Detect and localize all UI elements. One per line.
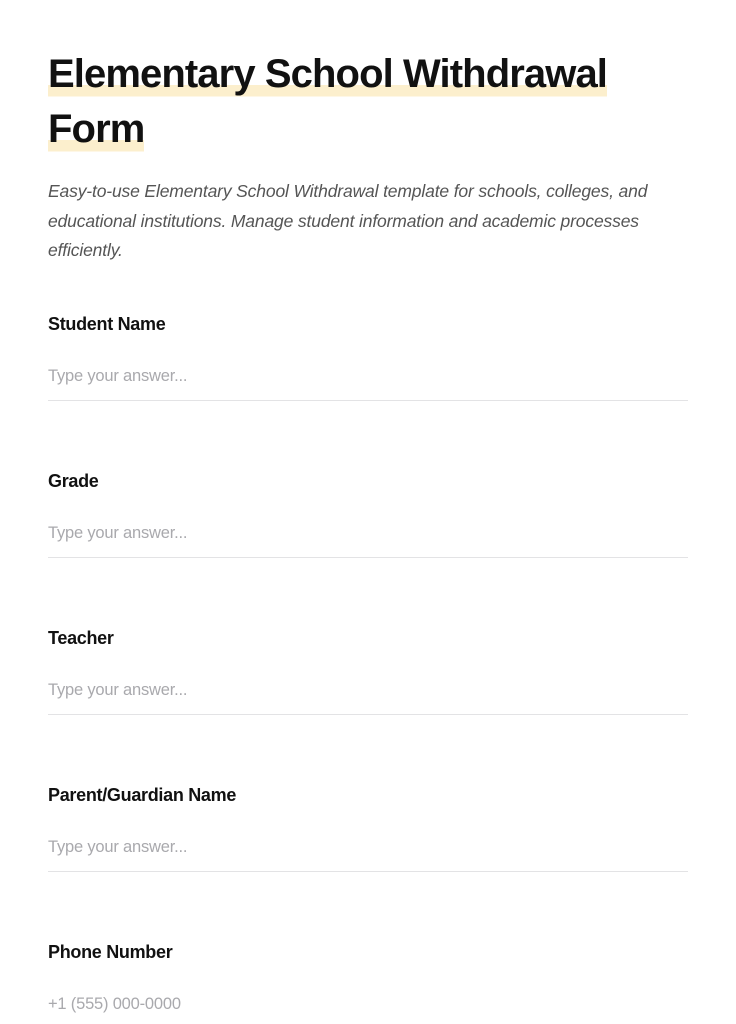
field-underline-parent-guardian-name	[48, 871, 688, 872]
field-input-wrap-teacher	[48, 681, 688, 719]
field-underline-teacher	[48, 714, 688, 715]
page-title-line-2: Form	[48, 107, 145, 151]
form-page	[0, 47, 736, 1024]
parent-guardian-name-input[interactable]	[48, 838, 688, 867]
field-underline-grade	[48, 557, 688, 558]
phone-number-input[interactable]	[48, 995, 688, 1024]
form-fields	[48, 308, 688, 1024]
page-title-line-1: Elementary School Withdrawal	[48, 52, 608, 96]
student-name-input[interactable]	[48, 367, 688, 396]
field-label-teacher: Teacher	[48, 627, 114, 648]
teacher-input[interactable]	[48, 681, 688, 710]
form-field-phone-number	[48, 936, 688, 1024]
form-field-grade	[48, 465, 688, 622]
field-input-wrap-parent-guardian-name	[48, 838, 688, 876]
field-label-grade: Grade	[48, 470, 99, 491]
field-input-wrap-student-name	[48, 367, 688, 405]
field-label-phone-number: Phone Number	[48, 941, 173, 962]
form-description: Easy-to-use Elementary School Withdrawal template for schools, colleges, and educational institutions. Manage student information and academic processes efficiently.	[48, 181, 648, 260]
field-input-wrap-grade	[48, 524, 688, 562]
field-label-student-name: Student Name	[48, 313, 166, 334]
field-underline-student-name	[48, 400, 688, 401]
form-field-student-name	[48, 308, 688, 465]
field-label-parent-guardian-name: Parent/Guardian Name	[48, 784, 237, 805]
grade-input[interactable]	[48, 524, 688, 553]
form-field-teacher	[48, 622, 688, 779]
field-input-wrap-phone-number	[48, 995, 688, 1024]
page-title	[48, 47, 672, 157]
form-field-parent-guardian-name	[48, 779, 688, 936]
